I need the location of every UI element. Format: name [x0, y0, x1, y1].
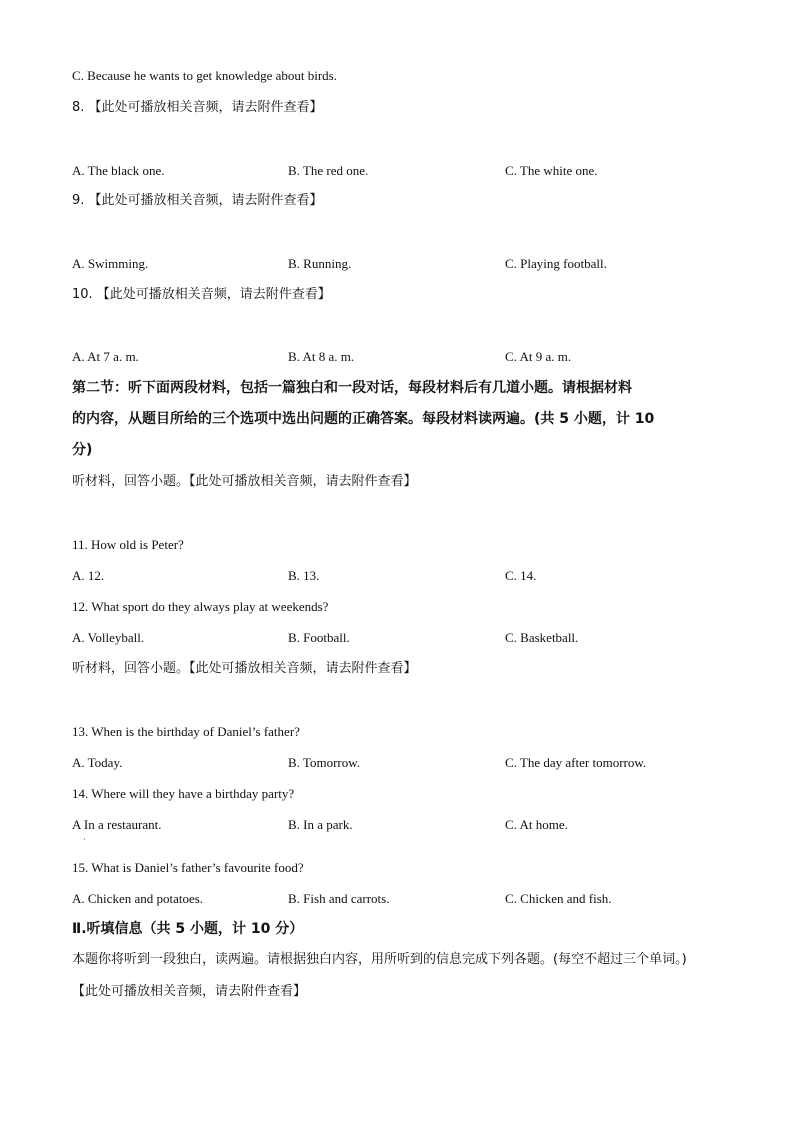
q13-option-b: B. Tomorrow. [288, 755, 361, 770]
q11-option-a: A. 12. [72, 568, 105, 583]
q9-audio-prompt: 9. 【此处可播放相关音频，请去附件查看】 [72, 193, 323, 208]
listening-prompt-1: 听材料，回答小题。【此处可播放相关音频，请去附件查看】 [72, 474, 417, 489]
q9-option-c: C. Playing football. [505, 256, 607, 271]
q11-question: 11. How old is Peter? [72, 537, 184, 552]
q13-option-a: A. Today. [72, 755, 123, 770]
q15-option-c: C. Chicken and fish. [505, 891, 612, 906]
q12-question: 12. What sport do they always play at weekends? [72, 599, 329, 614]
q15-option-b: B. Fish and carrots. [288, 891, 390, 906]
q9-option-a: A. Swimming. [72, 256, 149, 271]
q8-option-b: B. The red one. [288, 163, 369, 178]
q10-option-a: A. At 7 a. m. [72, 349, 139, 364]
q14-option-b: B. In a park. [288, 817, 353, 832]
q8-option-c: C. The white one. [505, 163, 598, 178]
q10-option-c: C. At 9 a. m. [505, 349, 572, 364]
q7-option-c: C. Because he wants to get knowledge about birds. [72, 68, 337, 83]
section2-instruction-line3: 分) [72, 442, 93, 458]
q11-option-c: C. 14. [505, 568, 537, 583]
q10-audio-prompt: 10. 【此处可播放相关音频，请去附件查看】 [72, 287, 331, 302]
part2-title: Ⅱ.听填信息（共 5 小题，计 10 分） [72, 921, 304, 937]
q12-option-a: A. Volleyball. [72, 630, 145, 645]
section2-instruction-line2: 的内容，从题目所给的三个选项中选出问题的正确答案。每段材料读两遍。(共 5 小题，计 10 [72, 411, 655, 427]
q10-option-b: B. At 8 a. m. [288, 349, 355, 364]
section2-instruction-line1: 第二节：听下面两段材料，包括一篇独白和一段对话，每段材料后有几道小题。请根据材料 [72, 380, 632, 396]
q9-option-b: B. Running. [288, 256, 352, 271]
q8-option-a: A. The black one. [72, 163, 165, 178]
q14-option-c: C. At home. [505, 817, 568, 832]
q8-audio-prompt: 8. 【此处可播放相关音频，请去附件查看】 [72, 100, 323, 115]
q14-option-a: A In a restaurant. [72, 817, 162, 832]
q15-question: 15. What is Daniel’s father’s favourite food? [72, 860, 304, 875]
q12-option-c: C. Basketball. [505, 630, 579, 645]
q13-question: 13. When is the birthday of Daniel’s father? [72, 724, 300, 739]
q13-option-c: C. The day after tomorrow. [505, 755, 647, 770]
listening-prompt-2: 听材料，回答小题。【此处可播放相关音频，请去附件查看】 [72, 661, 417, 676]
q11-option-b: B. 13. [288, 568, 320, 583]
stray-dot-mark: · [83, 835, 86, 844]
q14-question: 14. Where will they have a birthday party? [72, 786, 295, 801]
q15-option-a: A. Chicken and potatoes. [72, 891, 204, 906]
q12-option-b: B. Football. [288, 630, 350, 645]
part2-description: 本题你将听到一段独白，读两遍。请根据独白内容，用所听到的信息完成下列各题。(每空不超过三个单词。) [72, 952, 687, 967]
part2-audio-prompt: 【此处可播放相关音频，请去附件查看】 [72, 984, 307, 999]
